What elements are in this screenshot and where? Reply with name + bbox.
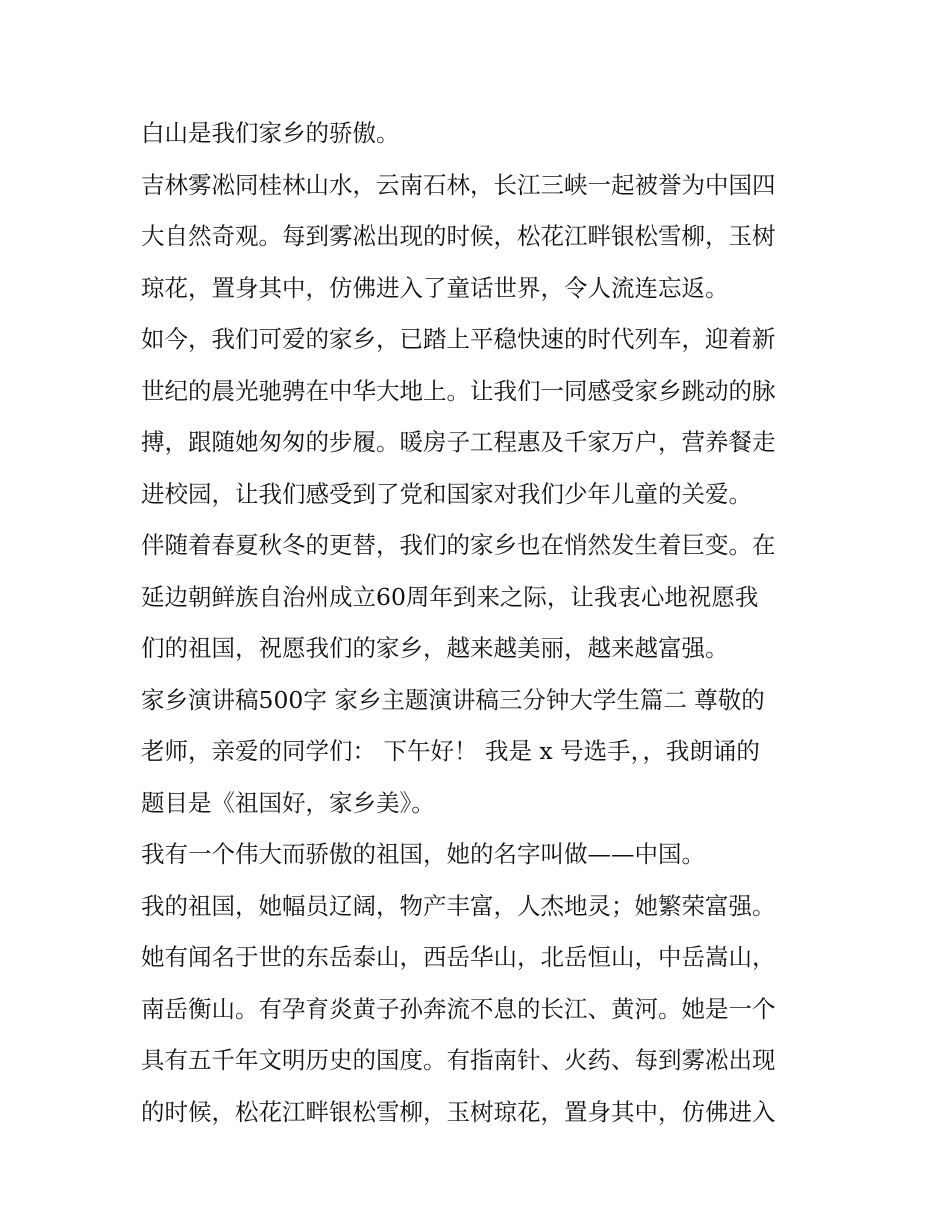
text-line: 世纪的晨光驰骋在中华大地上。让我们一同感受家乡跳动的脉: [141, 376, 776, 405]
text-line: 具有五千年文明历史的国度。有指南针、火药、每到雾凇出现: [141, 1046, 776, 1074]
text-line: 我有一个伟大而骄傲的祖国，她的名字叫做——中国。: [141, 840, 705, 868]
text-line: 她有闻名于世的东岳泰山，西岳华山，北岳恒山，中岳嵩山，: [141, 943, 776, 971]
text-line: 们的祖国，祝愿我们的家乡，越来越美丽，越来越富强。: [141, 634, 729, 662]
text-line: 的时候，松花江畔银松雪柳，玉树琼花，置身其中，仿佛进入: [141, 1097, 776, 1126]
text-line: 琼花，置身其中，仿佛进入了童话世界，令人流连忘返。: [141, 273, 729, 302]
text-line: 南岳衡山。有孕育炎黄子孙奔流不息的长江、黄河。她是一个: [141, 994, 776, 1023]
text-line: 吉林雾凇同桂林山水，云南石林，长江三峡一起被誉为中国四: [141, 170, 776, 199]
document-body: [141, 108, 813, 1138]
text-line: 搏，跟随她匆匆的步履。暖房子工程惠及千家万户，营养餐走: [141, 428, 776, 456]
text-line: 家乡演讲稿500字 家乡主题演讲稿三分钟大学生篇二 尊敬的: [141, 685, 765, 714]
text-line: 题目是《祖国好，家乡美》。: [141, 788, 435, 817]
text-line: 我的祖国，她幅员辽阔，物产丰富，人杰地灵；她繁荣富强。: [141, 891, 776, 920]
text-line: 延边朝鲜族自治州成立60周年到来之际，让我衷心地祝愿我: [141, 582, 759, 611]
text-line: 进校园，让我们感受到了党和国家对我们少年儿童的关爱。: [141, 479, 752, 508]
text-line: 大自然奇观。每到雾凇出现的时候，松花江畔银松雪柳，玉树: [141, 222, 776, 250]
text-line: 如今，我们可爱的家乡，已踏上平稳快速的时代列车，迎着新: [141, 325, 776, 353]
text-line: 老师，亲爱的同学们： 下午好！ 我是 x 号选手，，我朗诵的: [141, 737, 760, 765]
text-line: 伴随着春夏秋冬的更替，我们的家乡也在悄然发生着巨变。在: [141, 531, 776, 559]
text-line: 白山是我们家乡的骄傲。: [141, 119, 400, 147]
